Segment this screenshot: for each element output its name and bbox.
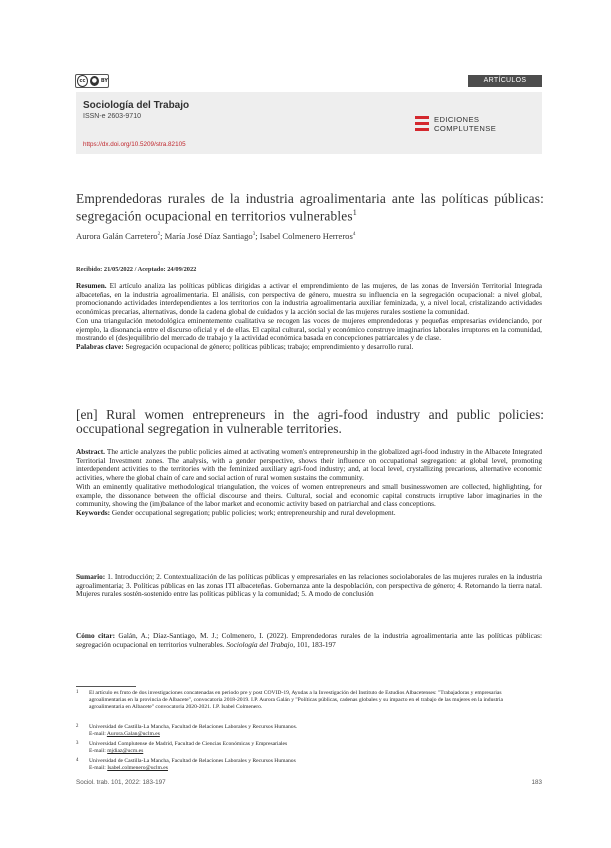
footnote-number: 2 (76, 724, 79, 729)
footnote-1 (76, 690, 546, 711)
footnote-divider (76, 686, 136, 687)
received-accepted-dates: Recibido: 21/05/2022 / Aceptado: 24/09/2022 (76, 266, 197, 273)
email-link[interactable]: Aurora.Galan@uclm.es (106, 730, 160, 737)
email-label: E-mail: (89, 764, 106, 771)
author-name: Aurora Galán Carretero (76, 231, 158, 241)
footnote-text: El artículo es fruto de dos investigaciones concatenadas en periodo pre y post COVID-19, Ayudas a la Investigación del Instituto de Estudios Albacetenses: "Trabajadoras y empresarias agroalimentarias en la provincia de Albacete", convocatoria 2018-2019. I.P. Aurora Galán y "Políticas públicas, cadenas globales y su impacto en el trabajo de las mujeres en la industria agroalimentaria en Albacete" convocatoria 2020-2021. I.P. Isabel Colmenero. (89, 690, 504, 710)
email-label: E-mail: (89, 747, 106, 754)
footer-citation: Sociol. trab. 101, 2022: 183-197 (76, 779, 166, 786)
citar-text: Galán, A.; Díaz-Santiago, M. J.; Colmenero, I. (2022). Emprendedoras rurales de la industria agroalimentaria ante las políticas públicas: segregación ocupacional en territorios vulnerables. (76, 631, 543, 649)
citar-label: Cómo citar: (76, 631, 116, 640)
author-name: Isabel Colmenero Herreros (259, 231, 353, 241)
keywords-label: Keywords: (76, 507, 111, 517)
resumen-text-1: El artículo analiza las políticas públicas dirigidas a activar el emprendimiento de las mujeres, de las zonas de Inversión Territorial Integrada albaceteñas, en la industria agroalimentaria. El análisis, con perspectiva de género, muestra su influencia en la segregación ocupacional: a nivel global, promocionando actividades interdependientes a los territorios con la industria agroalimentaria auxiliar feminizada, y, a nivel local, cristalizando actividades económicas precarias, alternativas, donde la cadena global de cuidados y la acción social de las mujeres rurales sostiene la comunidad. (76, 281, 542, 317)
citation-block (76, 632, 542, 649)
license-text: BY (100, 78, 108, 84)
author-list: Aurora Galán Carretero$^2$; María José Díaz Santiago$^3$; Isabel Colmenero Herreros$^4$ (76, 231, 356, 241)
citar-tail: , 101, 183-197 (293, 639, 336, 649)
abstract-text-1: The article analyzes the public policies aimed at activating women's entrepreneurship in the globalized agri-food industry in the Albacete Integrated Territorial Investment zones. The analysis, with a gender perspective, shows their influence on occupational segregation: at global level, promoting interdependent activities to the territories with the feminized auxiliary agri-food industry; and, at local level, crystallizing precarious, alternative economic activities, where the global chain of care and social action of rural women sustains the community. (76, 447, 542, 483)
footnote-3 (76, 741, 546, 755)
issn: ISSN-e 2603-9710 (83, 113, 141, 120)
journal-name: Sociología del Trabajo (83, 100, 190, 111)
footnote-number: 4 (76, 758, 79, 763)
author-mark: 4 (352, 232, 356, 238)
abstract-label: Abstract. (76, 447, 105, 456)
publisher-line1: EDICIONES (434, 115, 480, 124)
author-mark: 3 (252, 232, 256, 238)
page-number: 183 (531, 779, 542, 786)
section-label: ARTÍCULOS (468, 75, 542, 87)
abstract-block (76, 448, 542, 518)
abstract-text-2: With an eminently qualitative methodological triangulation, the voices of women entrepreneurs and small businesswomen are collected, highlighting, for example, the dissonance between the official discourse and theirs. Cultural, social and economic capital constructs irruptive labor imaginaries in the community, showing the (im)balance of the labor market and economic activity based on patriarchal and class conceptions. (76, 481, 542, 509)
publisher-logo (415, 113, 535, 135)
resumen-block (76, 282, 542, 352)
footnote-number: 1 (76, 690, 79, 695)
cc-icon: cc (77, 75, 88, 87)
email-label: E-mail: (89, 730, 106, 737)
palabras-clave (76, 343, 542, 352)
citar-journal: Sociología del Trabajo (226, 639, 294, 649)
publisher-line2: COMPLUTENSE (434, 124, 497, 133)
footnote-number: 3 (76, 741, 79, 746)
sumario-label: Sumario: (76, 572, 106, 581)
doi-link[interactable]: https://dx.doi.org/10.5209/stra.82105 (83, 141, 186, 148)
attribution-icon: ● (91, 77, 97, 84)
article-title-es (76, 192, 544, 223)
footnote-text: Universidad de Castilla-La Mancha, Facultad de Relaciones Laborales y Recursos Humanos. (89, 724, 298, 730)
footnote-4 (76, 758, 546, 772)
keywords (76, 509, 542, 518)
email-link[interactable]: mjdiaz@ucm.es (107, 747, 144, 754)
author-name: María José Díaz Santiago (164, 231, 253, 241)
sumario-block (76, 573, 542, 599)
footnote-2 (76, 724, 546, 738)
resumen-text-2: Con una triangulación metodológica eminentemente cualitativa se recogen las voces de mujeres emprendedoras y pequeñas empresarias evidenciando, por ejemplo, la disonancia entre el discurso oficial y el de ellas. El capital cultural, social y económico construye imaginarios laborales irruptores en la comunidad, mostrando el (des)equilibrio del mercado de trabajo y la actividad económica basada en concepciones patriarcales y de clase. (76, 315, 542, 343)
author-mark: 2 (157, 232, 161, 238)
resumen-label: Resumen. (76, 281, 107, 290)
resumen-p1 (76, 282, 542, 317)
abstract-p1 (76, 448, 542, 483)
palabras-text: Segregación ocupacional de género; políticas públicas; trabajo; emprendimiento y desarrollo rural. (125, 341, 414, 351)
article-title-en: [en] Rural women entrepreneurs in the agri-food industry and public policies: occupational segregation in vulnerable territories. (76, 407, 544, 436)
keywords-text: Gender occupational segregation; public policies; work; entrepreneurship and rural development. (111, 507, 396, 517)
sumario-text: 1. Introducción; 2. Contextualización de las políticas públicas y empresariales en las relaciones sociolaborales de las mujeres rurales en la industria agroalimentaria; 3. Políticas públicas en las zonas ITI albaceteñas. Gobernanza ante la despoblación, con perspectiva de género; 4. Retornando la tierra natal. Mujeres rurales sostén-sostenido entre las políticas públicas y la comunidad; 5. A modo de conclusión (76, 572, 543, 599)
footnote-text: Universidad de Castilla-La Mancha, Facultad de Relaciones Laborales y Recursos Humanos (89, 758, 296, 764)
title-text: Emprendedoras rurales de la industria agroalimentaria ante las políticas públicas: segregación ocupacional en territorios vulnerables (76, 191, 544, 224)
title-footnote-mark: 1 (352, 208, 357, 217)
email-link[interactable]: Isabel.colmenero@uclm.es (107, 764, 168, 771)
publisher-mark-icon (415, 116, 429, 132)
footnote-text: Universidad Complutense de Madrid, Facultad de Ciencias Económicas y Empresariales (89, 741, 288, 747)
cc-license-badge (75, 74, 109, 88)
palabras-label: Palabras clave: (76, 341, 124, 351)
